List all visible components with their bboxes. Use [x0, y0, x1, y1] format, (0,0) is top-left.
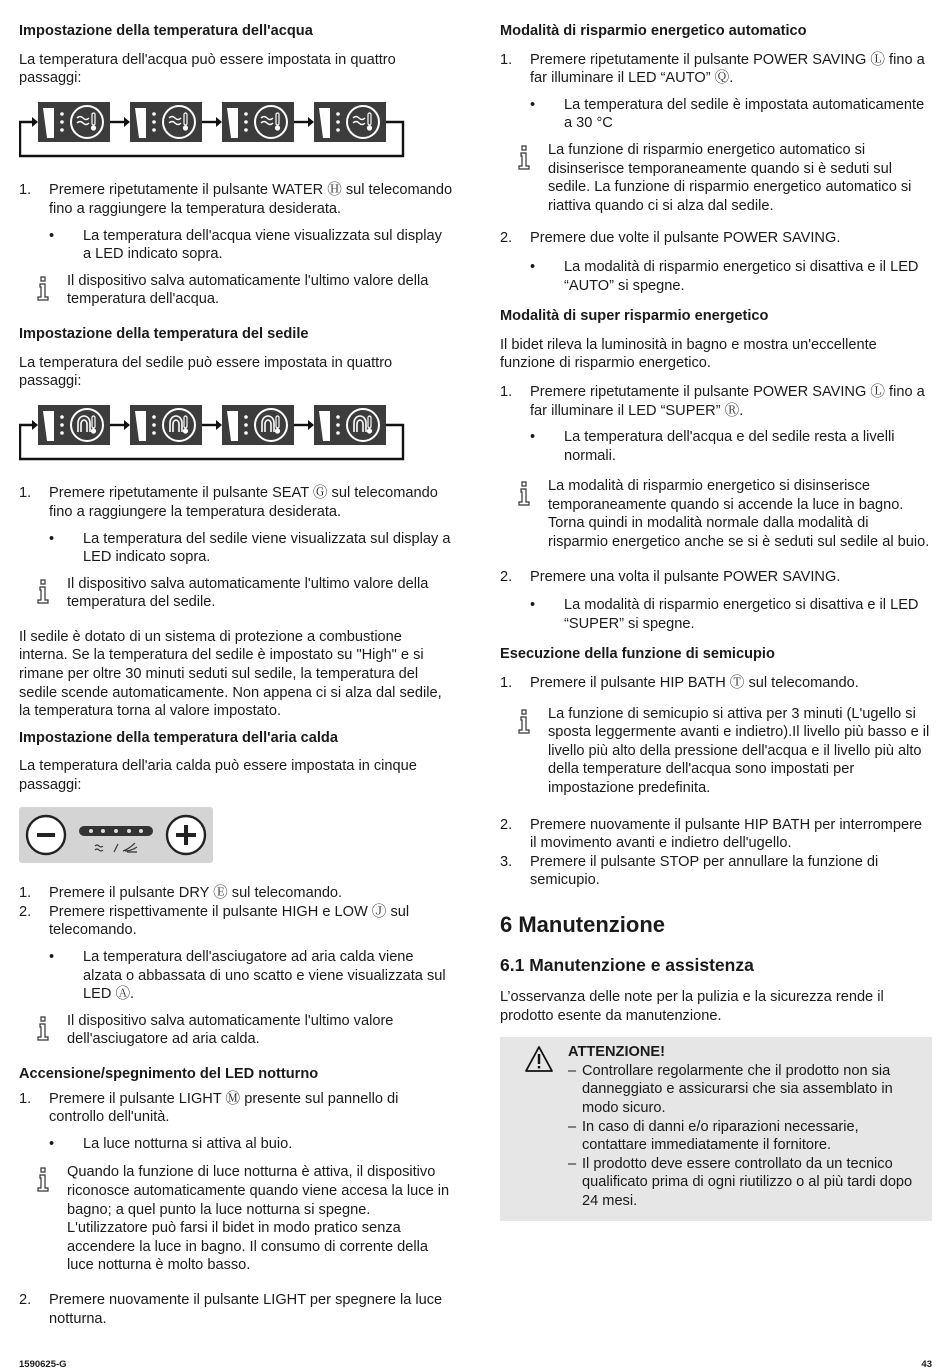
info-icon — [500, 141, 548, 215]
warning-item — [568, 1155, 922, 1211]
hipbath-heading: Esecuzione della funzione di semicupio — [500, 646, 775, 663]
warning-item-text: Controllare regolarmente che il prodotto non sia danneggiato e assicurarsi che sia assemblato in modo sicuro. — [582, 1062, 893, 1116]
section-title: 6.1 Manutenzione e assistenza — [500, 954, 754, 975]
step-number: 2. — [500, 568, 513, 585]
bullet-text: La luce notturna si attiva al buio. — [83, 1135, 293, 1152]
step-text: Premere nuovamente il pulsante HIP BATH per interrompere il movimento avanti e indietro dell'ugello. — [530, 816, 923, 852]
auto-info-note — [500, 141, 932, 215]
info-text: La funzione di semicupio si attiva per 3 minuti (L'ugello si sposta leggermente avanti e indietro).Il livello più basso e il livello più alto della pressione dell'acqua e il livello più alto della temperature dell'acqua sono impostati per impostazione predefinita. — [548, 705, 930, 796]
auto-bullet-1 — [530, 96, 932, 133]
step-text: Premere il pulsante HIP BATH Ⓣ sul telecomando. — [530, 675, 859, 692]
warning-box — [500, 1037, 932, 1220]
step-text: Premere due volte il pulsante POWER SAVING. — [530, 230, 841, 247]
super-heading: Modalità di super risparmio energetico — [500, 308, 769, 325]
step-number: 2. — [19, 1291, 32, 1308]
bullet-text: La modalità di risparmio energetico si disattiva e il LED “SUPER” si spegne. — [564, 597, 919, 632]
water-info-note — [19, 272, 453, 309]
bullet-dot: • — [49, 949, 55, 965]
dash: – — [568, 1118, 577, 1135]
hipbath-step-1 — [500, 674, 932, 693]
warning-item — [568, 1118, 922, 1155]
dash: – — [568, 1062, 577, 1079]
info-icon — [19, 1012, 67, 1049]
warning-item-text: In caso di danni e/o riparazioni necessarie, contattare immediatamente il fornitore. — [582, 1118, 859, 1154]
water-intro: La temperatura dell'acqua può essere impostata in quattro passaggi: — [19, 51, 396, 87]
bullet-dot: • — [49, 227, 55, 244]
bullet-dot: • — [530, 597, 536, 614]
info-text: Il dispositivo salva automaticamente l'ultimo valore dell'asciugatore ad aria calda. — [67, 1012, 394, 1048]
step-number: 1. — [500, 51, 513, 68]
bullet-dot: • — [49, 1135, 55, 1152]
bullet-text: La temperatura del sedile è impostata automaticamente a 30 °C — [564, 96, 925, 132]
warning-title: ATTENZIONE! — [568, 1044, 666, 1061]
step-number: 2. — [19, 903, 32, 920]
step-text: Premere il pulsante LIGHT Ⓜ presente sul pannello di controllo dell'unità. — [49, 1090, 399, 1126]
maintenance-intro: L’osservanza delle note per la pulizia e la sicurezza rende il prodotto esente da manutenzione. — [500, 988, 884, 1024]
air-step-2 — [19, 903, 453, 940]
bullet-text: La modalità di risparmio energetico si disattiva e il LED “AUTO” si spegne. — [564, 258, 919, 294]
bullet-dot: • — [530, 96, 536, 113]
step-number: 1. — [19, 485, 32, 502]
seat-step-1 — [19, 484, 453, 521]
super-bullet-2 — [530, 596, 932, 633]
step-text: Premere una volta il pulsante POWER SAVING. — [530, 568, 841, 585]
info-icon — [19, 1163, 67, 1275]
step-text: Premere rispettivamente il pulsante HIGH e LOW Ⓙ sul telecomando. — [49, 903, 410, 939]
seat-info-note — [19, 575, 453, 612]
seat-protection-text: Il sedile è dotato di un sistema di protezione a combustione interna. Se la temperatura del sedile è impostato su "High" e si rimane per oltre 30 minuti seduti sul sedile, la temperatura del sedile scende automaticamente. Non appena ci si alza dal sedile, la temperatura torna al valore impostato. — [19, 628, 442, 720]
step-number: 2. — [500, 816, 513, 833]
super-step-2 — [500, 568, 932, 587]
chapter-title: 6 Manutenzione — [500, 911, 666, 937]
hipbath-step-3 — [500, 853, 932, 890]
step-text: Premere ripetutamente il pulsante SEAT Ⓖ sul telecomando fino a raggiungere la temperatura desiderata. — [49, 485, 438, 520]
air-step-1 — [19, 884, 453, 903]
document-code: 1590625-G — [19, 1359, 67, 1370]
info-text: La funzione di risparmio energetico automatico si disinserisce temporaneamente quando si è seduti sul sedile. La funzione di risparmio energetico automatico si riattiva quando ci si alza dal sedile. — [548, 141, 912, 214]
water-step-1 — [19, 181, 453, 218]
step-text: Premere ripetutamente il pulsante WATER Ⓗ sul telecomando fino a raggiungere la temperatura desiderata. — [49, 182, 453, 217]
super-step-1 — [500, 383, 932, 420]
water-temp-diagram — [19, 98, 453, 168]
step-number: 1. — [19, 182, 32, 199]
step-text: Premere il pulsante DRY Ⓔ sul telecomando. — [49, 885, 343, 902]
right-column — [500, 22, 932, 1221]
super-info-note — [500, 477, 932, 551]
seat-heading: Impostazione della temperatura del sedile — [19, 325, 309, 342]
air-bullet-1 — [49, 948, 453, 1004]
dash: – — [568, 1155, 577, 1172]
hipbath-info-note — [500, 705, 932, 798]
super-intro: Il bidet rileva la luminosità in bagno e mostra un'eccellente funzione di risparmio energetico. — [500, 336, 877, 372]
air-heading: Impostazione della temperatura dell'aria calda — [19, 729, 338, 746]
night-heading: Accensione/spegnimento del LED notturno — [19, 1065, 319, 1082]
info-text: Il dispositivo salva automaticamente l'ultimo valore della temperatura dell'acqua. — [67, 272, 429, 308]
bullet-text: La temperatura del sedile viene visualizzata sul display a LED indicato sopra. — [83, 530, 451, 566]
bullet-dot: • — [530, 258, 536, 275]
auto-heading: Modalità di risparmio energetico automatico — [500, 23, 807, 39]
night-info-note — [19, 1163, 453, 1275]
auto-step-1 — [500, 51, 932, 88]
auto-step-2 — [500, 229, 932, 248]
step-text: Premere ripetutamente il pulsante POWER SAVING Ⓛ fino a far illuminare il LED “SUPER” Ⓡ. — [530, 383, 925, 419]
step-number: 1. — [500, 675, 513, 692]
step-number: 2. — [500, 230, 513, 247]
step-text: Premere ripetutamente il pulsante POWER SAVING Ⓛ fino a far illuminare il LED “AUTO” Ⓠ. — [530, 51, 925, 87]
air-intro: La temperatura dell'aria calda può essere impostata in cinque passaggi: — [19, 758, 417, 794]
step-number: 1. — [19, 885, 32, 902]
seat-intro: La temperatura del sedile può essere impostata in quattro passaggi: — [19, 354, 393, 390]
hipbath-step-2 — [500, 816, 932, 853]
water-heading: Impostazione della temperatura dell'acqua — [19, 23, 313, 39]
auto-bullet-2 — [530, 258, 932, 295]
air-info-note — [19, 1012, 453, 1049]
info-text: Il dispositivo salva automaticamente l'ultimo valore della temperatura del sedile. — [67, 575, 429, 611]
super-bullet-1 — [530, 428, 932, 465]
bullet-dot: • — [530, 429, 536, 446]
bullet-text: La temperatura dell'asciugatore ad aria calda viene alzata o abbassata di uno scatto e viene visualizzata sul LED Ⓐ. — [83, 949, 446, 1003]
info-icon — [19, 272, 67, 309]
step-number: 1. — [500, 383, 513, 400]
warning-item-text: Il prodotto deve essere controllato da un tecnico qualificato prima di ogni riutilizzo o al più tardi dopo 24 mesi. — [582, 1155, 913, 1209]
air-temp-diagram — [19, 807, 453, 869]
info-icon — [19, 575, 67, 612]
info-icon — [500, 705, 548, 798]
night-step-1 — [19, 1090, 453, 1127]
step-text: Premere nuovamente il pulsante LIGHT per spegnere la luce notturna. — [49, 1291, 443, 1327]
seat-temp-diagram — [19, 401, 453, 471]
info-text: Quando la funzione di luce notturna è attiva, il dispositivo riconosce automaticamente quando viene accesa la luce in bagno; a quel punto la luce notturna si spegne. L'utilizzatore può farsi il bidet in modo pratico senza accendere la luce in bagno. Il consumo di corrente della luce notturna è molto basso. — [67, 1164, 450, 1274]
night-bullet-1 — [49, 1135, 453, 1154]
page-number: 43 — [921, 1359, 932, 1370]
step-number: 1. — [19, 1090, 32, 1107]
water-bullet-1 — [49, 227, 453, 264]
warning-triangle-icon — [510, 1043, 568, 1210]
night-step-2 — [19, 1291, 453, 1328]
bullet-text: La temperatura dell'acqua viene visualizzata sul display a LED indicato sopra. — [83, 227, 442, 263]
bullet-text: La temperatura dell'acqua e del sedile resta a livelli normali. — [564, 429, 895, 464]
info-text: La modalità di risparmio energetico si disinserisce temporaneamente quando si accende la luce in bagno. Torna quindi in modalità normale dalla modalità di risparmio energetico anche se si è seduti sul sedile al buio. — [548, 478, 930, 551]
warning-item — [568, 1062, 922, 1118]
bullet-dot: • — [49, 530, 55, 547]
info-icon — [500, 477, 548, 551]
step-text: Premere il pulsante STOP per annullare la funzione di semicupio. — [530, 853, 879, 889]
seat-bullet-1 — [49, 530, 453, 567]
step-number: 3. — [500, 853, 513, 870]
left-column — [19, 22, 453, 1336]
